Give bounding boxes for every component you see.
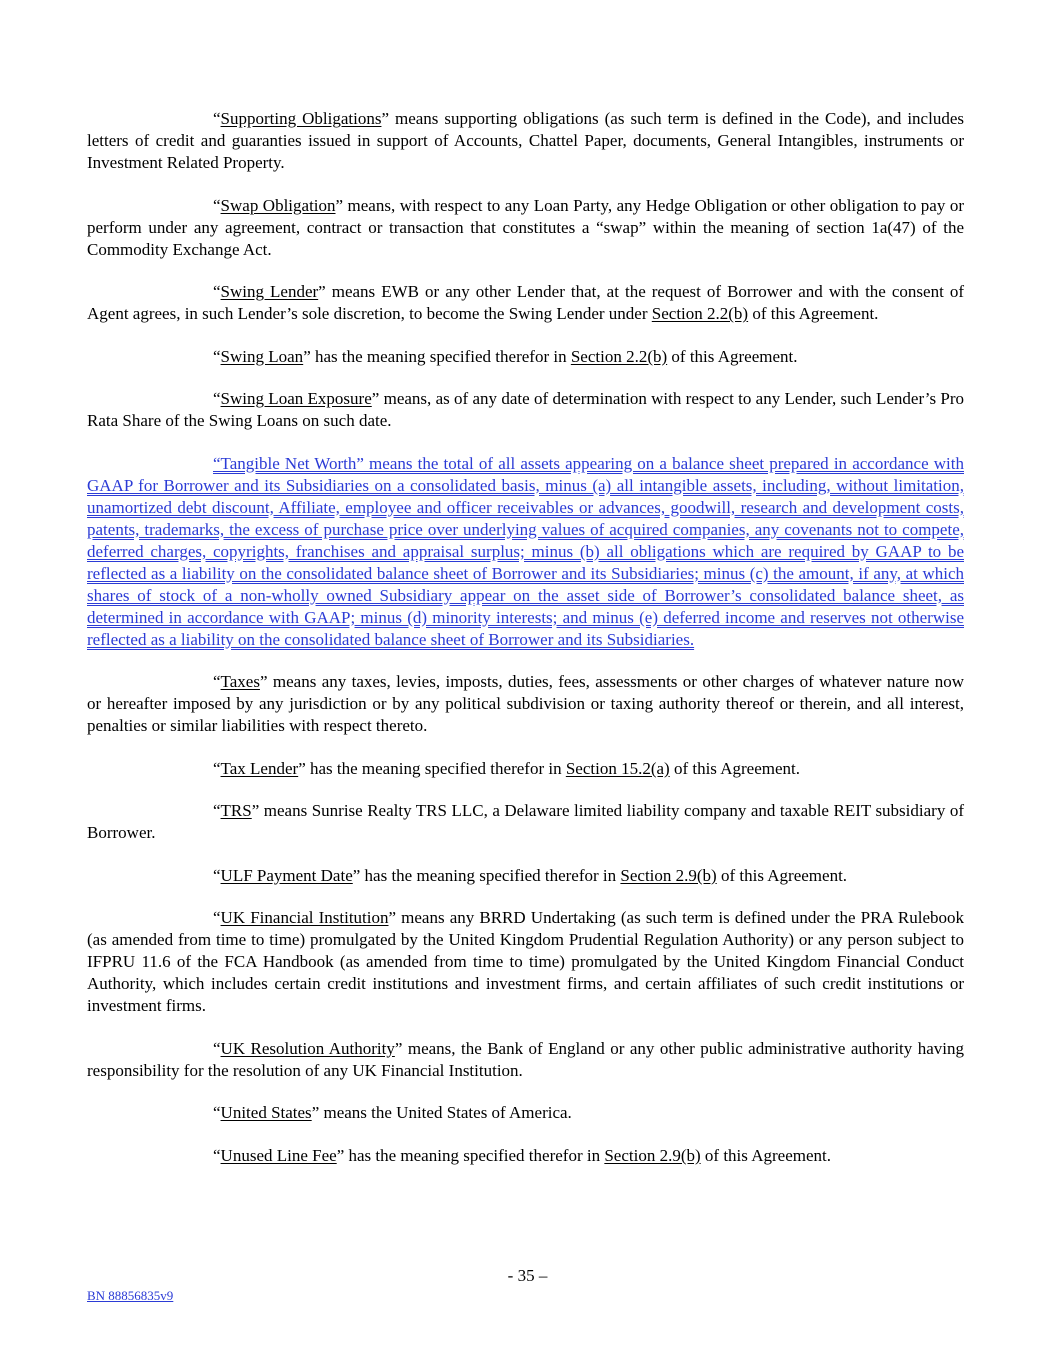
defined-term: Swing Loan (220, 346, 304, 366)
section-reference: Section 2.2(b) (570, 346, 668, 366)
definition-united-states: “United States” means the United States of America. (213, 1103, 572, 1122)
section-reference: Section 2.2(b) (651, 304, 749, 323)
defined-term: Supporting Obligations (220, 109, 382, 128)
definition-swing-loan: “Swing Loan” has the meaning specified therefor in Section 2.2(b) of this Agreement. (213, 346, 798, 366)
definition-supporting-obligations: “Supporting Obligations” means supporting obligations (as such term is defined in the Code), and includes letters of credit and guaranties issued in support of Accounts, Chattel Paper, documents, General Intangibles, instruments or Investment Related Property. (87, 109, 964, 172)
defined-term: Swing Lender (220, 282, 319, 301)
inserted-definition-text: “Tangible Net Worth” means the total of all assets appearing on a balance sheet prepared in accordance with GAAP for Borrower and its Subsidiaries on a consolidated basis, minus (a) all intangible assets, including, without limitation, unamortized debt discount, Affiliate, employee and officer receivables or advances, goodwill, research and development costs, patents, trademarks, the excess of purchase price over underlying values of acquired companies, any covenants not to compete, deferred charges, copyrights, franchises and appraisal surplus; minus (b) all obligations which are required by GAAP to be reflected as a liability on the consolidated balance sheet of Borrower and its Subsidiaries; minus (c) the amount, if any, at which shares of stock of a non-wholly owned Subsidiary appear on the asset side of Borrower’s consolidated balance sheet, as determined in accordance with GAAP; minus (d) minority interests; and minus (e) deferred income and reserves not otherwise reflected as a liability on the consolidated balance sheet of Borrower and its Subsidiaries. (87, 453, 964, 649)
defined-term: United States (220, 1103, 312, 1122)
definition-swap-obligation: “Swap Obligation” means, with respect to any Loan Party, any Hedge Obligation or other obligation to pay or perform under any agreement, contract or transaction that constitutes a “swap” within the meaning of section 1a(47) of the Commodity Exchange Act. (87, 195, 964, 259)
defined-term: UK Resolution Authority (220, 1038, 395, 1058)
document-id: BN 88856835v9 (87, 1288, 174, 1303)
section-reference: Section 15.2(a) (565, 758, 670, 778)
definition-text: has the meaning specified therefor in (344, 1145, 605, 1165)
definition-text: means any BRRD Undertaking (as such term is defined under the PRA Rulebook (as amended from time to time) promulgated by the United Kingdom Prudential Regulation Authority) or any person subject to IFPRU 11.6 of the FCA Handbook (as amended from time to time) promulgated by the United Kingdom Financial Conduct Authority, which includes certain credit institutions and investment firms, and certain affiliates of such credit institutions or investment firms. (87, 908, 964, 1015)
section-reference: Section 2.9(b) (604, 1145, 701, 1165)
definition-text: has the meaning specified therefor in (310, 346, 571, 366)
definition-trs: “TRS” means Sunrise Realty TRS LLC, a Delaware limited liability company and taxable REIT subsidiary of Borrower. (87, 801, 964, 842)
definition-text: means any taxes, levies, imposts, duties, fees, assessments or other charges of whatever nature now or hereafter imposed by any jurisdiction or by any political subdivision or taxing authority thereof or therein, and all interest, penalties or similar liabilities with respect thereto. (87, 672, 964, 735)
defined-term: TRS (220, 801, 252, 820)
definition-uk-financial-institution: “UK Financial Institution” means any BRRD Undertaking (as such term is defined under the PRA Rulebook (as amended from time to time) promulgated by the United Kingdom Prudential Regulation Authority) or any person subject to IFPRU 11.6 of the FCA Handbook (as amended from time to time) promulgated by the United Kingdom Financial Conduct Authority, which includes certain credit institutions and investment firms, and certain affiliates of such credit institutions or investment firms. (87, 908, 964, 1015)
definition-text: of this Agreement. (667, 346, 798, 366)
definition-tax-lender: “Tax Lender” has the meaning specified therefor in Section 15.2(a) of this Agreement. (213, 758, 801, 778)
definition-text: of this Agreement. (748, 304, 879, 323)
definition-taxes: “Taxes” means any taxes, levies, imposts, duties, fees, assessments or other charges of whatever nature now or hereafter imposed by any jurisdiction or by any political subdivision or taxing authority thereof or therein, and all interest, penalties or similar liabilities with respect thereto. (87, 672, 964, 735)
document-body (87, 108, 964, 1187)
definition-swing-loan-exposure: “Swing Loan Exposure” means, as of any date of determination with respect to any Lender, such Lender’s Pro Rata Share of the Swing Loans on such date. (87, 389, 964, 430)
definition-text: means the United States of America. (319, 1103, 572, 1122)
defined-term: Tax Lender (220, 758, 299, 778)
defined-term: ULF Payment Date (220, 865, 353, 885)
definition-text: means, the Bank of England or any other public administrative authority having responsibility for the resolution of any UK Financial Institution. (87, 1038, 964, 1080)
definition-text: means EWB or any other Lender that, at the request of Borrower and with the consent of Agent agrees, in such Lender’s sole discretion, to become the Swing Lender under (87, 282, 964, 323)
defined-term: UK Financial Institution (220, 908, 389, 927)
definition-uk-resolution-authority: “UK Resolution Authority” means, the Bank of England or any other public administrative authority having responsibility for the resolution of any UK Financial Institution. (87, 1038, 964, 1080)
definition-text: of this Agreement. (716, 865, 848, 885)
definition-text: has the meaning specified therefor in (305, 758, 566, 778)
defined-term: Unused Line Fee (220, 1145, 337, 1165)
definition-text: means supporting obligations (as such term is defined in the Code), and includes letters of credit and guaranties issued in support of Accounts, Chattel Paper, documents, General Intangibles, instruments or Investment Related Property. (87, 109, 964, 172)
section-reference: Section 2.9(b) (620, 865, 717, 885)
definition-text: means, as of any date of determination with respect to any Lender, such Lender’s Pro Rata Share of the Swing Loans on such date. (87, 389, 964, 430)
definition-text: means Sunrise Realty TRS LLC, a Delaware limited liability company and taxable REIT subsidiary of Borrower. (87, 801, 964, 842)
defined-term: Taxes (220, 672, 260, 691)
definition-text: of this Agreement. (700, 1145, 831, 1165)
definition-text: has the meaning specified therefor in (360, 865, 621, 885)
definition-text: of this Agreement. (669, 758, 801, 778)
definition-ulf-payment-date: “ULF Payment Date” has the meaning specified therefor in Section 2.9(b) of this Agreement. (213, 865, 848, 885)
defined-term: Swing Loan Exposure (220, 389, 372, 408)
definition-text: means, with respect to any Loan Party, any Hedge Obligation or other obligation to pay or perform under any agreement, contract or transaction that constitutes a “swap” within the meaning of section 1a(47) of the Commodity Exchange Act. (87, 195, 964, 259)
defined-term: Swap Obligation (220, 195, 336, 215)
definition-unused-line-fee: “Unused Line Fee” has the meaning specified therefor in Section 2.9(b) of this Agreement. (213, 1145, 831, 1165)
page-number: - 35 – (507, 1266, 548, 1285)
definition-tangible-net-worth (87, 453, 964, 651)
definition-swing-lender: “Swing Lender” means EWB or any other Lender that, at the request of Borrower and with the consent of Agent agrees, in such Lender’s sole discretion, to become the Swing Lender under Section 2.2(b) of this Agreement. (87, 282, 964, 323)
